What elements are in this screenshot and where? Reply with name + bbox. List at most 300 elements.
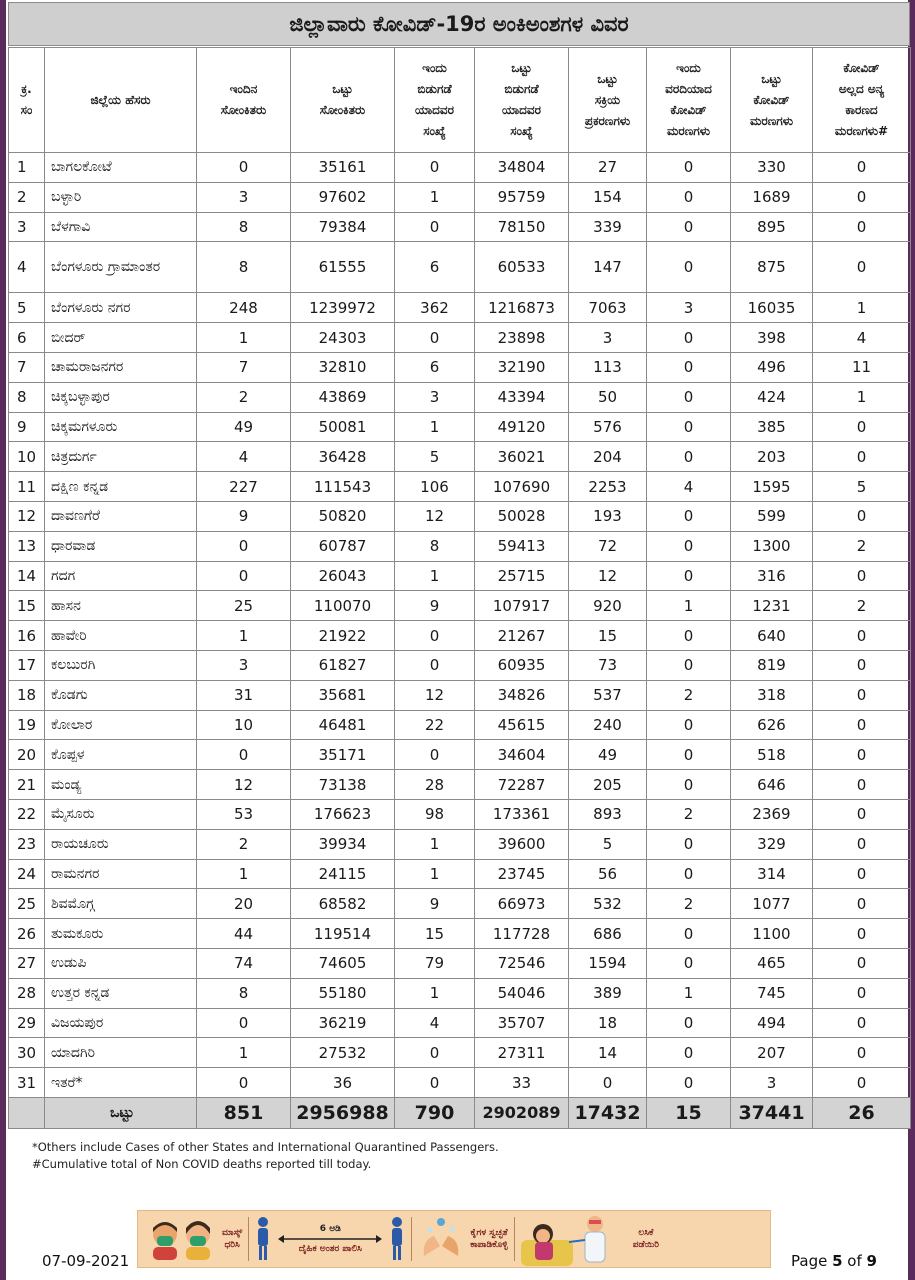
non-covid-deaths: 0 (813, 561, 911, 591)
distance-indicator (275, 1223, 385, 1255)
discharged-total: 95759 (475, 182, 569, 212)
today-cases: 248 (197, 293, 291, 323)
sl-cell: 5 (9, 293, 45, 323)
today-cases: 10 (197, 710, 291, 740)
district-name: ವಿಜಯಪುರ (45, 1008, 197, 1038)
non-covid-deaths: 0 (813, 621, 911, 651)
discharged-total: 72287 (475, 770, 569, 800)
table-row (9, 919, 911, 949)
non-covid-deaths: 0 (813, 978, 911, 1008)
non-covid-deaths: 0 (813, 442, 911, 472)
total-sl-cell (9, 1097, 45, 1128)
deaths-total: 875 (731, 242, 813, 293)
non-covid-deaths: 0 (813, 1068, 911, 1098)
total-cases: 24115 (291, 859, 395, 889)
sl-cell: 30 (9, 1038, 45, 1068)
total-cases: 176623 (291, 799, 395, 829)
total-cases: 35171 (291, 740, 395, 770)
total-deaths-total: 37441 (731, 1097, 813, 1128)
deaths-total: 1595 (731, 472, 813, 502)
discharged-today: 12 (395, 680, 475, 710)
active-cases: 2253 (569, 472, 647, 502)
table-row (9, 352, 911, 382)
header-cell: ಇಂದಿನ ಸೋಂಕಿತರು (197, 48, 291, 153)
deaths-today: 0 (647, 412, 731, 442)
sl-cell: 7 (9, 352, 45, 382)
deaths-total: 318 (731, 680, 813, 710)
total-cases: 50081 (291, 412, 395, 442)
district-name: ರಾಯಚೂರು (45, 829, 197, 859)
district-name: ಧಾರವಾಡ (45, 531, 197, 561)
discharged-total: 60533 (475, 242, 569, 293)
table-row (9, 770, 911, 800)
deaths-today: 0 (647, 212, 731, 242)
discharged-today: 12 (395, 501, 475, 531)
deaths-today: 0 (647, 710, 731, 740)
district-name: ದಕ್ಷಿಣ ಕನ್ನಡ (45, 472, 197, 502)
total-cases: 27532 (291, 1038, 395, 1068)
district-name: ಬೆಂಗಳೂರು ನಗರ (45, 293, 197, 323)
sl-cell: 8 (9, 382, 45, 412)
discharged-total: 45615 (475, 710, 569, 740)
today-cases: 2 (197, 829, 291, 859)
discharged-total: 54046 (475, 978, 569, 1008)
non-covid-deaths: 0 (813, 1008, 911, 1038)
total-today-cases: 851 (197, 1097, 291, 1128)
discharged-today: 98 (395, 799, 475, 829)
discharged-today: 28 (395, 770, 475, 800)
table-row (9, 621, 911, 651)
discharged-today: 6 (395, 242, 475, 293)
deaths-today: 0 (647, 621, 731, 651)
district-name: ಇತರೆ* (45, 1068, 197, 1098)
deaths-today: 0 (647, 242, 731, 293)
banner-divider (248, 1217, 249, 1261)
person-icon (255, 1216, 271, 1262)
deaths-total: 640 (731, 621, 813, 651)
safety-banner (137, 1210, 771, 1268)
deaths-today: 1 (647, 591, 731, 621)
discharged-total: 34604 (475, 740, 569, 770)
header-cell: ಕ್ರ. ಸಂ (9, 48, 45, 153)
active-cases: 1594 (569, 948, 647, 978)
deaths-today: 0 (647, 740, 731, 770)
deaths-total: 207 (731, 1038, 813, 1068)
active-cases: 205 (569, 770, 647, 800)
today-cases: 8 (197, 978, 291, 1008)
today-cases: 49 (197, 412, 291, 442)
district-name: ಚಾಮರಾಜನಗರ (45, 352, 197, 382)
active-cases: 50 (569, 382, 647, 412)
active-cases: 339 (569, 212, 647, 242)
deaths-total: 2369 (731, 799, 813, 829)
sl-cell: 19 (9, 710, 45, 740)
deaths-total: 316 (731, 561, 813, 591)
total-cases: 1239972 (291, 293, 395, 323)
total-label: ಒಟ್ಟು (45, 1097, 197, 1128)
today-cases: 0 (197, 561, 291, 591)
non-covid-deaths: 0 (813, 501, 911, 531)
sl-cell: 26 (9, 919, 45, 949)
non-covid-deaths: 0 (813, 948, 911, 978)
discharged-today: 362 (395, 293, 475, 323)
district-name: ಕೊಡಗು (45, 680, 197, 710)
active-cases: 56 (569, 859, 647, 889)
report-date: 07-09-2021 (42, 1252, 130, 1270)
discharged-total: 107917 (475, 591, 569, 621)
table-row (9, 740, 911, 770)
sl-cell: 4 (9, 242, 45, 293)
district-name: ಕೊಪ್ಪಳ (45, 740, 197, 770)
district-name: ಬೆಂಗಳೂರು ಗ್ರಾಮಾಂತರ (45, 242, 197, 293)
deaths-today: 0 (647, 919, 731, 949)
sl-cell: 21 (9, 770, 45, 800)
today-cases: 0 (197, 740, 291, 770)
district-name: ಬೀದರ್ (45, 323, 197, 353)
discharged-today: 0 (395, 323, 475, 353)
discharged-total: 23898 (475, 323, 569, 353)
discharged-total: 173361 (475, 799, 569, 829)
distance-label: ದೈಹಿಕ ಅಂತರ ಪಾಲಿಸಿ (298, 1244, 362, 1254)
discharged-total: 34826 (475, 680, 569, 710)
non-covid-deaths: 0 (813, 829, 911, 859)
active-cases: 204 (569, 442, 647, 472)
deaths-today: 3 (647, 293, 731, 323)
deaths-today: 0 (647, 1068, 731, 1098)
total-cases: 35681 (291, 680, 395, 710)
total-cases: 73138 (291, 770, 395, 800)
deaths-total: 1231 (731, 591, 813, 621)
district-name: ಹಾವೇರಿ (45, 621, 197, 651)
discharged-today: 6 (395, 352, 475, 382)
table-row (9, 501, 911, 531)
distance-value: 6 ಅಡಿ (319, 1224, 341, 1234)
table-row (9, 978, 911, 1008)
deaths-total: 424 (731, 382, 813, 412)
deaths-today: 0 (647, 1008, 731, 1038)
active-cases: 920 (569, 591, 647, 621)
discharged-today: 0 (395, 621, 475, 651)
table-row (9, 153, 911, 183)
vaccination-icon (521, 1212, 629, 1266)
discharged-total: 36021 (475, 442, 569, 472)
deaths-today: 0 (647, 531, 731, 561)
sl-cell: 9 (9, 412, 45, 442)
table-row (9, 650, 911, 680)
non-covid-deaths: 0 (813, 1038, 911, 1068)
total-cases: 32810 (291, 352, 395, 382)
total-cases: 36219 (291, 1008, 395, 1038)
deaths-total: 465 (731, 948, 813, 978)
deaths-total: 1689 (731, 182, 813, 212)
total-cases: 36 (291, 1068, 395, 1098)
table-row (9, 710, 911, 740)
district-name: ರಾಮನಗರ (45, 859, 197, 889)
district-name: ಗದಗ (45, 561, 197, 591)
today-cases: 0 (197, 153, 291, 183)
active-cases: 893 (569, 799, 647, 829)
sl-cell: 31 (9, 1068, 45, 1098)
today-cases: 31 (197, 680, 291, 710)
deaths-total: 385 (731, 412, 813, 442)
sl-cell: 15 (9, 591, 45, 621)
non-covid-deaths: 0 (813, 740, 911, 770)
discharged-today: 1 (395, 412, 475, 442)
page-number: Page 5 of 9 (791, 1252, 877, 1270)
district-name: ದಾವಣಗೆರೆ (45, 501, 197, 531)
table-row (9, 1068, 911, 1098)
double-arrow-icon (278, 1235, 382, 1243)
deaths-total: 3 (731, 1068, 813, 1098)
discharged-today: 1 (395, 829, 475, 859)
district-name: ಕೋಲಾರ (45, 710, 197, 740)
deaths-today: 0 (647, 948, 731, 978)
today-cases: 0 (197, 1008, 291, 1038)
table-row (9, 323, 911, 353)
sl-cell: 22 (9, 799, 45, 829)
table-row (9, 829, 911, 859)
active-cases: 7063 (569, 293, 647, 323)
discharged-total: 72546 (475, 948, 569, 978)
deaths-today: 0 (647, 182, 731, 212)
active-cases: 193 (569, 501, 647, 531)
discharged-total: 50028 (475, 501, 569, 531)
today-cases: 0 (197, 1068, 291, 1098)
discharged-today: 0 (395, 153, 475, 183)
today-cases: 8 (197, 242, 291, 293)
non-covid-deaths: 5 (813, 472, 911, 502)
deaths-total: 314 (731, 859, 813, 889)
today-cases: 8 (197, 212, 291, 242)
active-cases: 49 (569, 740, 647, 770)
discharged-total: 21267 (475, 621, 569, 651)
active-cases: 15 (569, 621, 647, 651)
sl-cell: 29 (9, 1008, 45, 1038)
non-covid-deaths: 0 (813, 859, 911, 889)
discharged-total: 1216873 (475, 293, 569, 323)
active-cases: 147 (569, 242, 647, 293)
non-covid-deaths: 1 (813, 382, 911, 412)
deaths-total: 745 (731, 978, 813, 1008)
total-total-cases: 2956988 (291, 1097, 395, 1128)
sl-cell: 24 (9, 859, 45, 889)
total-cases: 55180 (291, 978, 395, 1008)
total-cases: 43869 (291, 382, 395, 412)
page-title: ಜಿಲ್ಲಾವಾರು ಕೋವಿಡ್-19ರ ಅಂಕಿಅಂಶಗಳ ವಿವರ (8, 2, 910, 46)
non-covid-deaths: 0 (813, 770, 911, 800)
discharged-total: 43394 (475, 382, 569, 412)
discharged-total: 23745 (475, 859, 569, 889)
total-row (9, 1097, 911, 1128)
table-row (9, 212, 911, 242)
sl-cell: 17 (9, 650, 45, 680)
non-covid-deaths: 0 (813, 919, 911, 949)
today-cases: 7 (197, 352, 291, 382)
discharged-total: 78150 (475, 212, 569, 242)
non-covid-deaths: 0 (813, 650, 911, 680)
district-name: ಬಳ್ಳಾರಿ (45, 182, 197, 212)
active-cases: 240 (569, 710, 647, 740)
district-name: ಬೆಳಗಾವಿ (45, 212, 197, 242)
table-row (9, 531, 911, 561)
discharged-total: 117728 (475, 919, 569, 949)
handwash-icon (418, 1216, 464, 1262)
handwash-advice (418, 1211, 507, 1267)
mask-label: ಮಾಸ್ಕ್ ಧರಿಸಿ (222, 1228, 243, 1250)
deaths-total: 626 (731, 710, 813, 740)
today-cases: 1 (197, 859, 291, 889)
deaths-total: 599 (731, 501, 813, 531)
total-cases: 119514 (291, 919, 395, 949)
active-cases: 73 (569, 650, 647, 680)
non-covid-deaths: 0 (813, 710, 911, 740)
table-row (9, 442, 911, 472)
total-cases: 97602 (291, 182, 395, 212)
deaths-today: 2 (647, 680, 731, 710)
discharged-today: 22 (395, 710, 475, 740)
discharged-total: 27311 (475, 1038, 569, 1068)
discharged-today: 9 (395, 889, 475, 919)
total-cases: 110070 (291, 591, 395, 621)
header-cell: ಇಂದು ವರದಿಯಾದ ಕೋವಿಡ್ ಮರಣಗಳು (647, 48, 731, 153)
deaths-total: 496 (731, 352, 813, 382)
sl-cell: 2 (9, 182, 45, 212)
non-covid-deaths: 4 (813, 323, 911, 353)
discharged-total: 34804 (475, 153, 569, 183)
discharged-total: 49120 (475, 412, 569, 442)
deaths-today: 2 (647, 889, 731, 919)
total-cases: 50820 (291, 501, 395, 531)
district-name: ಮಂಡ್ಯ (45, 770, 197, 800)
today-cases: 1 (197, 1038, 291, 1068)
sl-cell: 27 (9, 948, 45, 978)
footnotes (32, 1139, 499, 1173)
discharged-today: 8 (395, 531, 475, 561)
header-cell: ಒಟ್ಟು ಸಕ್ರಿಯ ಪ್ರಕರಣಗಳು (569, 48, 647, 153)
header-cell: ಒಟ್ಟು ಕೋವಿಡ್ ಮರಣಗಳು (731, 48, 813, 153)
total-non-covid-deaths: 26 (813, 1097, 911, 1128)
discharged-today: 9 (395, 591, 475, 621)
today-cases: 20 (197, 889, 291, 919)
deaths-today: 0 (647, 650, 731, 680)
today-cases: 4 (197, 442, 291, 472)
total-cases: 35161 (291, 153, 395, 183)
district-name: ಚಿಕ್ಕಬಳ್ಳಾಪುರ (45, 382, 197, 412)
deaths-total: 329 (731, 829, 813, 859)
total-cases: 24303 (291, 323, 395, 353)
today-cases: 74 (197, 948, 291, 978)
district-name: ಚಿಕ್ಕಮಗಳೂರು (45, 412, 197, 442)
deaths-today: 4 (647, 472, 731, 502)
header-cell: ಕೋವಿಡ್ ಅಲ್ಲದ ಅನ್ಯ ಕಾರಣದ ಮರಣಗಳು# (813, 48, 911, 153)
discharged-today: 0 (395, 212, 475, 242)
non-covid-deaths: 0 (813, 799, 911, 829)
district-name: ಯಾದಗಿರಿ (45, 1038, 197, 1068)
today-cases: 44 (197, 919, 291, 949)
sl-cell: 6 (9, 323, 45, 353)
discharged-today: 1 (395, 978, 475, 1008)
today-cases: 2 (197, 382, 291, 412)
header-cell: ಜಿಲ್ಲೆಯ ಹೆಸರು (45, 48, 197, 153)
discharged-today: 1 (395, 182, 475, 212)
deaths-today: 0 (647, 770, 731, 800)
active-cases: 12 (569, 561, 647, 591)
discharged-total: 107690 (475, 472, 569, 502)
district-name: ಬಾಗಲಕೋಟೆ (45, 153, 197, 183)
sl-cell: 16 (9, 621, 45, 651)
masked-faces-icon (148, 1216, 216, 1262)
sl-cell: 12 (9, 501, 45, 531)
discharged-total: 39600 (475, 829, 569, 859)
table-header-row (9, 48, 911, 153)
sl-cell: 13 (9, 531, 45, 561)
discharged-total: 25715 (475, 561, 569, 591)
sl-cell: 14 (9, 561, 45, 591)
discharged-total: 60935 (475, 650, 569, 680)
sl-cell: 1 (9, 153, 45, 183)
total-discharged-total: 2902089 (475, 1097, 569, 1128)
sl-cell: 23 (9, 829, 45, 859)
table-row (9, 948, 911, 978)
table-row (9, 182, 911, 212)
table-row (9, 293, 911, 323)
total-cases: 21922 (291, 621, 395, 651)
discharged-total: 32190 (475, 352, 569, 382)
footnote-others: *Others include Cases of other States and International Quarantined Passengers. (32, 1140, 499, 1154)
active-cases: 113 (569, 352, 647, 382)
header-cell: ಒಟ್ಟು ಬಿಡುಗಡೆ ಯಾದವರ ಸಂಖ್ಯೆ (475, 48, 569, 153)
deaths-total: 1100 (731, 919, 813, 949)
total-cases: 46481 (291, 710, 395, 740)
deaths-total: 895 (731, 212, 813, 242)
non-covid-deaths: 1 (813, 293, 911, 323)
today-cases: 3 (197, 182, 291, 212)
table-row (9, 889, 911, 919)
non-covid-deaths: 0 (813, 153, 911, 183)
deaths-today: 0 (647, 501, 731, 531)
sl-cell: 25 (9, 889, 45, 919)
total-cases: 39934 (291, 829, 395, 859)
total-active-cases: 17432 (569, 1097, 647, 1128)
today-cases: 25 (197, 591, 291, 621)
table-row (9, 1008, 911, 1038)
discharged-total: 59413 (475, 531, 569, 561)
sl-cell: 28 (9, 978, 45, 1008)
discharged-today: 0 (395, 1068, 475, 1098)
deaths-total: 1077 (731, 889, 813, 919)
today-cases: 12 (197, 770, 291, 800)
non-covid-deaths: 0 (813, 680, 911, 710)
discharged-total: 66973 (475, 889, 569, 919)
discharged-today: 79 (395, 948, 475, 978)
district-name: ಕಲಬುರಗಿ (45, 650, 197, 680)
today-cases: 0 (197, 531, 291, 561)
discharged-today: 1 (395, 859, 475, 889)
total-cases: 68582 (291, 889, 395, 919)
total-discharged-today: 790 (395, 1097, 475, 1128)
active-cases: 537 (569, 680, 647, 710)
active-cases: 154 (569, 182, 647, 212)
today-cases: 1 (197, 323, 291, 353)
district-name: ತುಮಕೂರು (45, 919, 197, 949)
deaths-today: 1 (647, 978, 731, 1008)
non-covid-deaths: 0 (813, 889, 911, 919)
deaths-today: 0 (647, 352, 731, 382)
district-name: ಚಿತ್ರದುರ್ಗ (45, 442, 197, 472)
active-cases: 27 (569, 153, 647, 183)
discharged-today: 1 (395, 561, 475, 591)
today-cases: 227 (197, 472, 291, 502)
